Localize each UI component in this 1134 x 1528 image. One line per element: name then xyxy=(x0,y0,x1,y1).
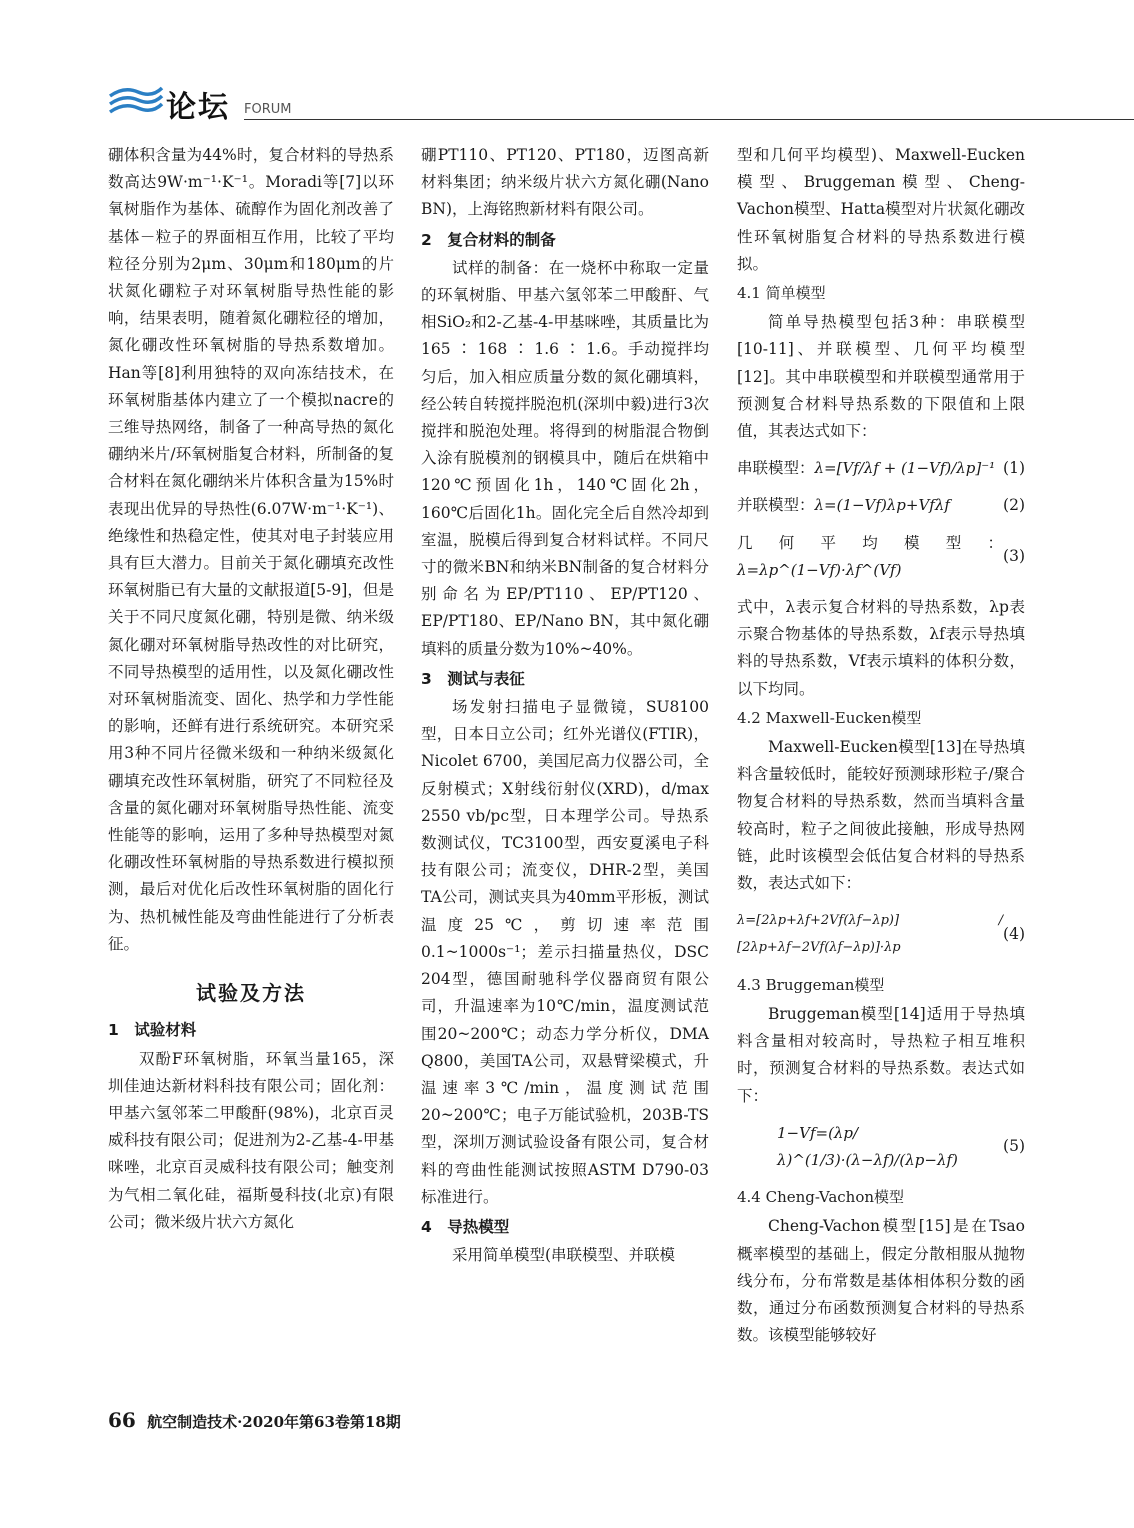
equation-3: 几何平均模型：λ=λp^(1−Vf)·λf^(Vf) (3) xyxy=(737,533,1025,579)
equation-4: λ=[2λp+λf+2Vf(λf−λp)] / [2λp+λf−2Vf(λf−λp)]·λp (4) xyxy=(737,913,1025,956)
subsubsection-heading: 4.2 Maxwell-Eucken模型 xyxy=(737,708,922,727)
journal-citation: 航空制造技术·2020年第63卷第18期 xyxy=(147,1413,401,1431)
journal-logo-waves-icon xyxy=(108,82,164,118)
equation-2: 并联模型：λ=(1−Vf)λp+Vfλf (2) xyxy=(737,496,1025,515)
column-1 xyxy=(108,142,394,1236)
subsection-heading: 2 复合材料的制备 xyxy=(421,230,556,249)
paragraph: Maxwell-Eucken模型[13]在导热填料含量较低时，能较好预测球形粒子/聚合物复合材料的导热系数，然而当填料含量较高时，粒子之间彼此接触，形成导热网链，此时该模型会低估复合材料的导热系数，表达式如下： xyxy=(737,738,1025,893)
equation-1: 串联模型：λ=[Vf/λf + (1−Vf)/λp]⁻¹ (1) xyxy=(737,459,1025,478)
subsubsection-heading: 4.3 Bruggeman模型 xyxy=(737,975,885,994)
column-3 xyxy=(737,142,1025,1349)
paragraph: 试样的制备：在一烧杯中称取一定量的环氧树脂、甲基六氢邻苯二甲酸酐、气相SiO₂和2-乙基-4-甲基咪唑，其质量比为165 ∶ 168 ∶ 1.6 ∶ 1.6。手动搅拌均匀后，加入相应质量分数的氮化硼填料，经公转自转搅拌脱泡机(深圳中毅)进行3次搅拌和脱泡处理。将得到的树脂混合物倒入涂有脱模剂的钢模具中，随后在烘箱中120℃预固化1h，140℃固化2h，160℃后固化1h。固化完全后自然冷却到室温，脱模后得到复合材料试样。不同尺寸的微米BN和纳米BN制备的复合材料分别命名为EP/PT110、EP/PT120、EP/PT180、EP/Nano BN，其中氮化硼填料的质量分数为10%~40%。 xyxy=(421,258,709,658)
paragraph: 硼体积含量为44%时，复合材料的导热系数高达9W·m⁻¹·K⁻¹。Moradi等[7]以环氧树脂作为基体、硫醇作为固化剂改善了基体－粒子的界面相互作用，比较了平均粒径分别为2μm、30μm和180μm的片状氮化硼粒子对环氧树脂导热性能的影响，结果表明，随着氮化硼粒径的增加，氮化硼改性环氧树脂的导热系数增加。Han等[8]利用独特的双向冻结技术，在环氧树脂基体内建立了一个模拟nacre的三维导热网络，制备了一种高导热的氮化硼纳米片/环氧树脂复合材料，所制备的复合材料在氮化硼纳米片体积含量为15%时表现出优异的导热性(6.07W·m⁻¹·K⁻¹)、绝缘性和热稳定性，使其对电子封装应用具有巨大潜力。目前关于氮化硼填充改性环氧树脂已有大量的文献报道[5-9]，但是关于不同尺度氮化硼，特别是微、纳米级氮化硼对环氧树脂导热改性的对比研究，不同导热模型的适用性，以及氮化硼改性对环氧树脂流变、固化、热学和力学性能的影响，还鲜有进行系统研究。本研究采用3种不同片径微米级和一种纳米级氮化硼填充改性环氧树脂，研究了不同粒径及含量的氮化硼对环氧树脂导热性能、流变性能等的影响，运用了多种导热模型对氮化硼改性环氧树脂的导热系数进行模拟预测，最后对优化后改性环氧树脂的固化行为、热机械性能及弯曲性能进行了分析表征。 xyxy=(108,146,394,953)
paragraph: Cheng-Vachon模型[15]是在Tsao概率模型的基础上，假定分散相服从抛物线分布，分布常数是基体相体积分数的函数，通过分布函数预测复合材料的导热系数。该模型能够较好 xyxy=(737,1217,1025,1345)
header-rule xyxy=(244,119,1134,120)
paragraph: 场发射扫描电子显微镜，SU8100型，日本日立公司；红外光谱仪(FTIR)，Nicolet 6700，美国尼高力仪器公司，全反射模式；X射线衍射仪(XRD)，d/max 2550 vb/pc型，日本理学公司。导热系数测试仪，TC3100型，西安夏溪电子科技有限公司；流变仪，DHR-2型，美国TA公司，测试夹具为40mm平形板，测试温度25℃，剪切速率范围0.1~1000s⁻¹；差示扫描量热仪，DSC 204型，德国耐驰科学仪器商贸有限公司，升温速率为10℃/min，温度测试范围20~200℃；动态力学分析仪，DMA Q800，美国TA公司，双悬臂梁模式，升温速率3℃/min，温度测试范围20~200℃；电子万能试验机，203B-TS型，深圳万测试验设备有限公司，复合材料的弯曲性能测试按照ASTM D790-03标准进行。 xyxy=(421,698,709,1206)
paragraph: 式中，λ表示复合材料的导热系数，λp表示聚合物基体的导热系数，λf表示导热填料的导热系数，Vf表示填料的体积分数，以下均同。 xyxy=(737,598,1025,698)
subsection-heading: 3 测试与表征 xyxy=(421,669,525,688)
page-number: 66 xyxy=(108,1408,136,1432)
section-heading: 试验及方法 xyxy=(196,981,306,1006)
paragraph: 硼PT110、PT120、PT180，迈图高新材料集团；纳米级片状六方氮化硼(Nano BN)，上海铭煦新材料有限公司。 xyxy=(421,146,709,219)
paragraph: 简单导热模型包括3种：串联模型[10-11]、并联模型、几何平均模型[12]。其中串联模型和并联模型通常用于预测复合材料导热系数的下限值和上限值，其表达式如下： xyxy=(737,313,1025,441)
subsubsection-heading: 4.1 简单模型 xyxy=(737,284,826,303)
section-title: 论坛 xyxy=(166,90,230,125)
paragraph: Bruggeman模型[14]适用于导热填料含量相对较高时，导热粒子相互堆积时，预测复合材料的导热系数。表达式如下： xyxy=(737,1004,1025,1105)
page-footer xyxy=(108,1408,401,1432)
subsubsection-heading: 4.4 Cheng-Vachon模型 xyxy=(737,1188,905,1207)
paragraph: 双酚F环氧树脂，环氧当量165，深圳佳迪达新材料科技有限公司；固化剂：甲基六氢邻苯二甲酸酐(98%)，北京百灵威科技有限公司；促进剂为2-乙基-4-甲基咪唑，北京百灵威科技有限公司；触变剂为气相二氧化硅，福斯曼科技(北京)有限公司；微米级片状六方氮化 xyxy=(108,1049,394,1231)
equation-5: 1−Vf=(λp/λ)^(1/3)·(λ−λf)/(λp−λf) (5) xyxy=(777,1123,1025,1169)
section-title-en: FORUM xyxy=(244,102,292,117)
page-header xyxy=(108,82,1134,126)
paragraph: 采用简单模型(串联模型、并联模 xyxy=(452,1246,676,1265)
column-2 xyxy=(421,142,709,1269)
subsection-heading: 1 试验材料 xyxy=(108,1021,197,1040)
paragraph: 型和几何平均模型)、Maxwell-Eucken模型、Bruggeman模型、Cheng-Vachon模型、Hatta模型对片状氮化硼改性环氧树脂复合材料的导热系数进行模拟。 xyxy=(737,146,1025,273)
subsection-heading: 4 导热模型 xyxy=(421,1217,510,1236)
